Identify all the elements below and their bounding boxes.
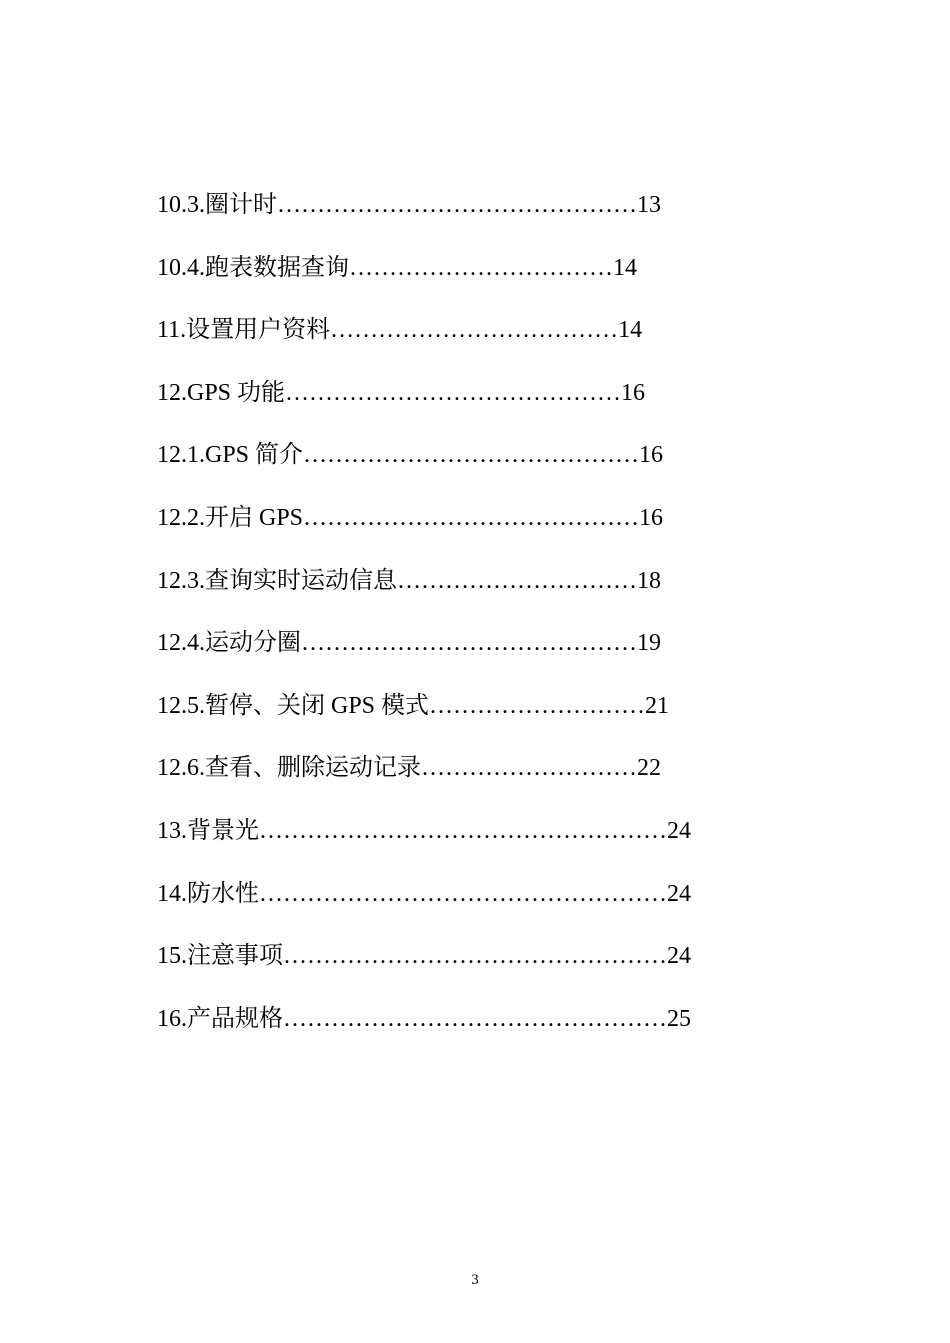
toc-entry[interactable] xyxy=(157,621,717,684)
toc-entry-leader: ………………………………………… xyxy=(283,1005,667,1032)
toc-entry[interactable] xyxy=(157,934,717,997)
toc-entry[interactable] xyxy=(157,684,717,747)
toc-entry-leader: …………………………………………… xyxy=(259,817,667,844)
toc-entry-leader: ………………………… xyxy=(397,567,637,594)
toc-entry[interactable] xyxy=(157,308,717,371)
toc-entry[interactable] xyxy=(157,246,717,309)
toc-entry-title: 12.6.查看、删除运动记录 xyxy=(157,755,421,782)
toc-entry-leader: …………………………………… xyxy=(303,442,640,469)
toc-entry-title: 15.注意事项 xyxy=(157,943,283,970)
toc-entry-leader: ……………………………… xyxy=(330,317,619,344)
toc-entry-leader: ……………………………………… xyxy=(277,192,637,218)
toc-entry-title: 12.2.开启 GPS xyxy=(157,504,304,531)
toc-entry-title: 14.防水性 xyxy=(157,880,259,907)
toc-entry[interactable] xyxy=(157,371,717,434)
toc-entry-page: 25 xyxy=(667,1005,691,1032)
toc-entry-page: 24 xyxy=(667,817,691,844)
toc-entry-page: 14 xyxy=(613,254,637,281)
toc-entry[interactable] xyxy=(157,872,717,935)
toc-entry-leader: …………………………………… xyxy=(301,630,637,657)
toc-entry-page: 24 xyxy=(667,880,691,907)
toc-entry-title: 10.3.圈计时 xyxy=(157,192,277,218)
toc-entry-title: 11.设置用户资料 xyxy=(157,317,331,344)
toc-entry-page: 16 xyxy=(639,442,664,469)
toc-entry[interactable] xyxy=(157,433,717,496)
page-number: 3 xyxy=(471,1272,479,1288)
toc-entry-title: 10.4.跑表数据查询 xyxy=(157,254,349,281)
toc-entry-page: 22 xyxy=(637,755,661,782)
toc-entry-title: 16.产品规格 xyxy=(157,1005,283,1032)
toc-entry-page: 18 xyxy=(637,567,661,594)
toc-entry-page: 16 xyxy=(621,379,646,406)
toc-entry-leader: ……………………… xyxy=(421,755,637,782)
toc-entry-leader: …………………………… xyxy=(349,254,613,281)
toc-entry-page: 24 xyxy=(667,943,691,970)
toc-entry-title: 12.1.GPS 简介 xyxy=(157,442,304,469)
toc-entry-leader: ……………………… xyxy=(429,692,646,719)
toc-entry-leader: ………………………………………… xyxy=(283,943,667,970)
toc-entry-title: 12.5.暂停、关闭 GPS 模式 xyxy=(157,692,430,719)
toc-entry-title: 12.3.查询实时运动信息 xyxy=(157,567,397,594)
toc-entry-page: 13 xyxy=(637,192,661,218)
toc-entry-title: 12.4.运动分圈 xyxy=(157,630,301,657)
toc-entry-page: 21 xyxy=(645,692,670,719)
toc-entry-page: 16 xyxy=(639,504,664,531)
toc-entry[interactable] xyxy=(157,746,717,809)
table-of-contents xyxy=(157,183,717,1059)
toc-entry-page: 19 xyxy=(637,630,661,657)
toc-entry-title: 12.GPS 功能 xyxy=(157,379,286,406)
toc-entry[interactable] xyxy=(157,809,717,872)
toc-entry-leader: …………………………………… xyxy=(285,379,622,406)
toc-entry[interactable] xyxy=(157,183,717,246)
toc-entry[interactable] xyxy=(157,559,717,622)
toc-entry-leader: …………………………………… xyxy=(303,504,640,531)
toc-entry-title: 13.背景光 xyxy=(157,817,259,844)
toc-entry-leader: …………………………………………… xyxy=(259,880,667,907)
toc-entry[interactable] xyxy=(157,997,717,1060)
toc-entry-page: 14 xyxy=(618,317,643,344)
toc-entry[interactable] xyxy=(157,496,717,559)
